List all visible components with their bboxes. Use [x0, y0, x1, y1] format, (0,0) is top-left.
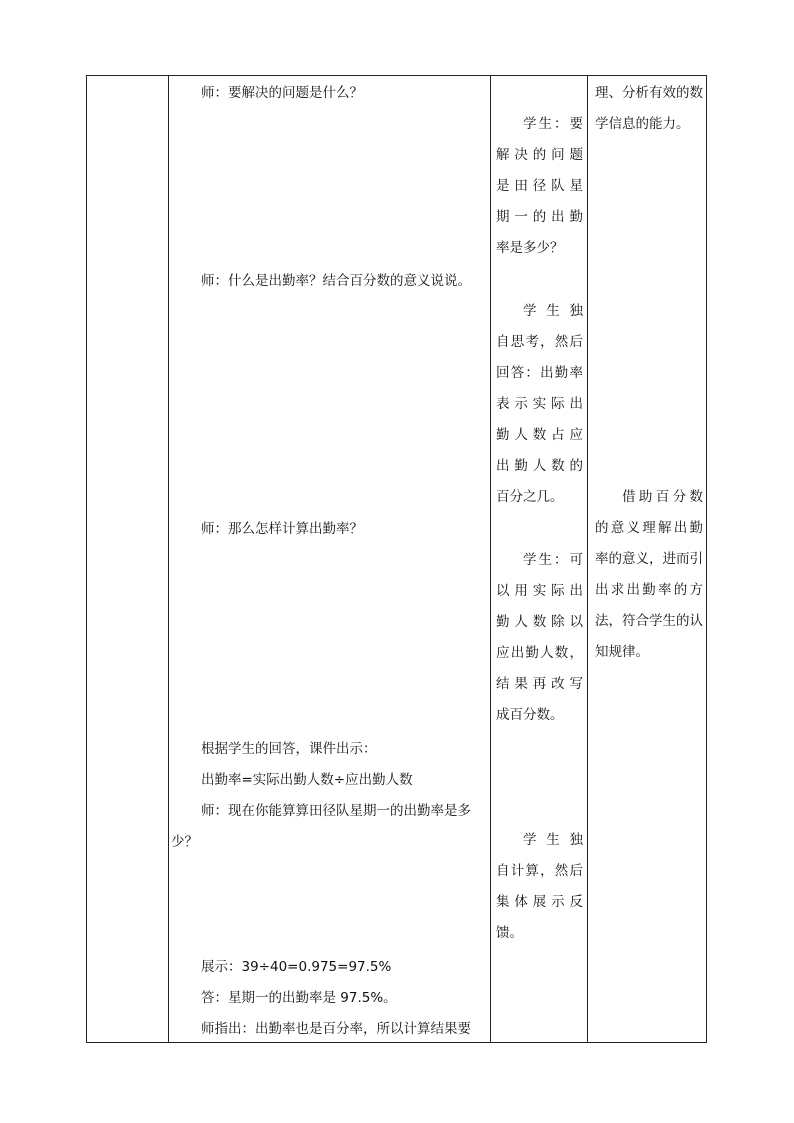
- student-line: 解决的问题: [496, 147, 583, 163]
- intent-line: 知规律。: [595, 644, 649, 660]
- intent-line: 理、分析有效的数: [595, 85, 703, 101]
- student-line: 结果再改写: [496, 676, 583, 692]
- stage-cell: [87, 76, 168, 1042]
- intent-line: 法，符合学生的认: [595, 613, 703, 629]
- student-line: 回答：出勤率: [496, 365, 583, 381]
- lesson-plan-table: [86, 75, 707, 1043]
- intent-line: 出求出勤率的方: [595, 582, 703, 598]
- student-line: 自计算，然后: [496, 863, 583, 879]
- process-line: 师：要解决的问题是什么？: [201, 85, 363, 101]
- process-line: 答：星期一的出勤率是 97.5%。: [201, 990, 397, 1006]
- student-line: 表示实际出: [496, 396, 583, 412]
- student-activity-cell: [491, 76, 586, 1042]
- student-line: 是田径队星: [496, 178, 583, 194]
- student-line: 自思考，然后: [496, 334, 583, 350]
- student-line: 应出勤人数，: [496, 645, 583, 661]
- design-intent-cell: [588, 76, 706, 1042]
- process-line: 少？: [171, 834, 198, 850]
- student-line: 馈。: [496, 925, 523, 941]
- student-line: 勤人数除以: [496, 614, 583, 630]
- intent-line: 的意义理解出勤: [595, 520, 703, 536]
- student-line: 学生：可: [523, 552, 583, 568]
- intent-line: 率的意义，进而引: [595, 551, 703, 567]
- student-line: 百分之几。: [496, 489, 564, 505]
- process-line: 出勤率=实际出勤人数÷应出勤人数: [201, 772, 413, 788]
- student-line: 学生独: [523, 832, 583, 848]
- teaching-process-cell: [169, 76, 489, 1042]
- process-line: 展示：39÷40=0.975=97.5%: [201, 959, 392, 975]
- intent-line: 借助百分数: [622, 489, 703, 505]
- process-line: 师指出：出勤率也是百分率，所以计算结果要: [201, 1021, 471, 1037]
- process-line: 根据学生的回答，课件出示：: [201, 741, 377, 757]
- student-line: 期一的出勤: [496, 209, 583, 225]
- process-line: 师：现在你能算算田径队星期一的出勤率是多: [201, 803, 471, 819]
- student-line: 学生独: [523, 303, 583, 319]
- process-line: 师：那么怎样计算出勤率？: [201, 521, 363, 537]
- student-line: 率是多少？: [496, 240, 564, 256]
- student-line: 勤人数占应: [496, 427, 583, 443]
- intent-line: 学信息的能力。: [595, 116, 690, 132]
- student-line: 出勤人数的: [496, 458, 583, 474]
- process-line: 师：什么是出勤率？结合百分数的意义说说。: [201, 273, 471, 289]
- student-line: 以用实际出: [496, 583, 583, 599]
- student-line: 集体展示反: [496, 894, 583, 910]
- student-line: 学生：要: [523, 116, 583, 132]
- student-line: 成百分数。: [496, 707, 564, 723]
